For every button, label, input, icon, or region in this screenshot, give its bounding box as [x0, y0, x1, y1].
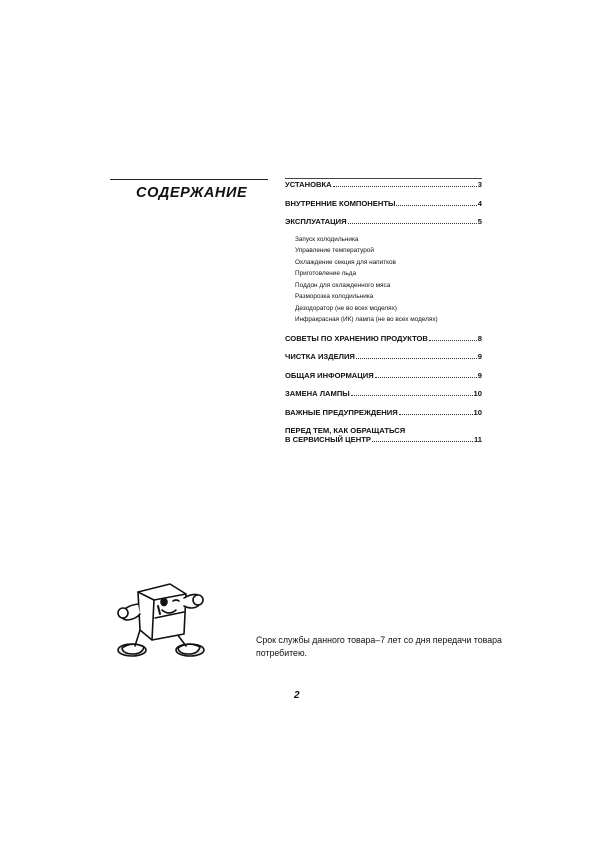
- toc-entry-label: ЭКСПЛУАТАЦИЯ: [285, 217, 347, 226]
- toc-entry-label-line2: В СЕРВИСНЫЙ ЦЕНТР: [285, 435, 371, 444]
- toc-entry-page: 10: [473, 407, 482, 417]
- toc-entry-installation[interactable]: [285, 180, 482, 189]
- title-rule: [110, 179, 268, 180]
- toc-entry-page: 9: [477, 370, 482, 380]
- leader-dots: [396, 205, 476, 206]
- leader-dots: [375, 377, 477, 378]
- toc-entry-general-info[interactable]: [285, 371, 482, 380]
- page-number: 2: [294, 690, 300, 701]
- toc-rule: [285, 178, 482, 179]
- toc-entry-label: ВНУТРЕННИЕ КОМПОНЕНТЫ: [285, 198, 396, 208]
- toc-subitem[interactable]: Дезодоратор (не во всех моделях): [295, 304, 397, 312]
- toc-subitem[interactable]: Управление температурой: [295, 247, 374, 254]
- toc-entry-label: ЧИСТКА ИЗДЕЛИЯ: [285, 352, 355, 361]
- toc-subitem[interactable]: Поддон для охлажденного мяса: [295, 281, 391, 289]
- toc-entry-warnings[interactable]: [285, 408, 482, 417]
- toc-entry-label: УСТАНОВКА: [285, 180, 332, 189]
- service-life-notice: Срок службы данного товара–7 лет со дня передачи товара потребитею.: [256, 635, 502, 658]
- toc-entry-label-line1: ПЕРЕД ТЕМ, КАК ОБРАЩАТЬСЯ: [285, 426, 406, 435]
- toc-entry-page: 8: [477, 333, 482, 343]
- leader-dots: [333, 186, 477, 187]
- leader-dots: [372, 441, 473, 442]
- leader-dots: [429, 340, 477, 341]
- toc-entry-cleaning[interactable]: [285, 352, 482, 361]
- leader-dots: [356, 358, 477, 359]
- leader-dots: [348, 223, 477, 224]
- toc-entry-page: 4: [477, 198, 482, 208]
- toc-subitem[interactable]: Разморозка холодильника: [295, 293, 374, 300]
- toc-entry-page: 9: [477, 352, 482, 361]
- toc-title: СОДЕРЖАНИЕ: [136, 185, 248, 201]
- toc-entry-service-center[interactable]: [285, 426, 482, 444]
- toc-entry-page: 11: [473, 435, 482, 444]
- toc-entry-operation[interactable]: [285, 217, 482, 226]
- toc-entry-label: ОБЩАЯ ИНФОРМАЦИЯ: [285, 370, 374, 380]
- leader-dots: [351, 395, 473, 396]
- toc-entry-label: СОВЕТЫ ПО ХРАНЕНИЮ ПРОДУКТОВ: [285, 333, 428, 343]
- toc-entry-lamp-replacement[interactable]: [285, 389, 482, 398]
- toc-subitem[interactable]: Охлаждение секция для напитков: [295, 258, 396, 266]
- refrigerator-mascot-icon: [108, 578, 214, 666]
- toc-entry-page: 3: [477, 180, 482, 189]
- toc-entry-label: ЗАМЕНА ЛАМПЫ: [285, 389, 350, 398]
- operation-subitems: [295, 234, 482, 326]
- toc-entry-page: 5: [477, 217, 482, 226]
- toc-subitem[interactable]: Приготовление льда: [295, 270, 357, 277]
- toc-entry-storage-tips[interactable]: [285, 334, 482, 343]
- toc-entry-page: 10: [473, 389, 482, 398]
- leader-dots: [399, 414, 473, 415]
- table-of-contents: [285, 180, 482, 454]
- toc-subitem[interactable]: Запуск холодильника: [295, 235, 359, 243]
- toc-subitem[interactable]: Инфракрасная (ИК) лампа (не во всех моделях): [295, 316, 438, 323]
- toc-entry-label: ВАЖНЫЕ ПРЕДУПРЕЖДЕНИЯ: [285, 407, 398, 417]
- toc-entry-internal-components[interactable]: [285, 199, 482, 208]
